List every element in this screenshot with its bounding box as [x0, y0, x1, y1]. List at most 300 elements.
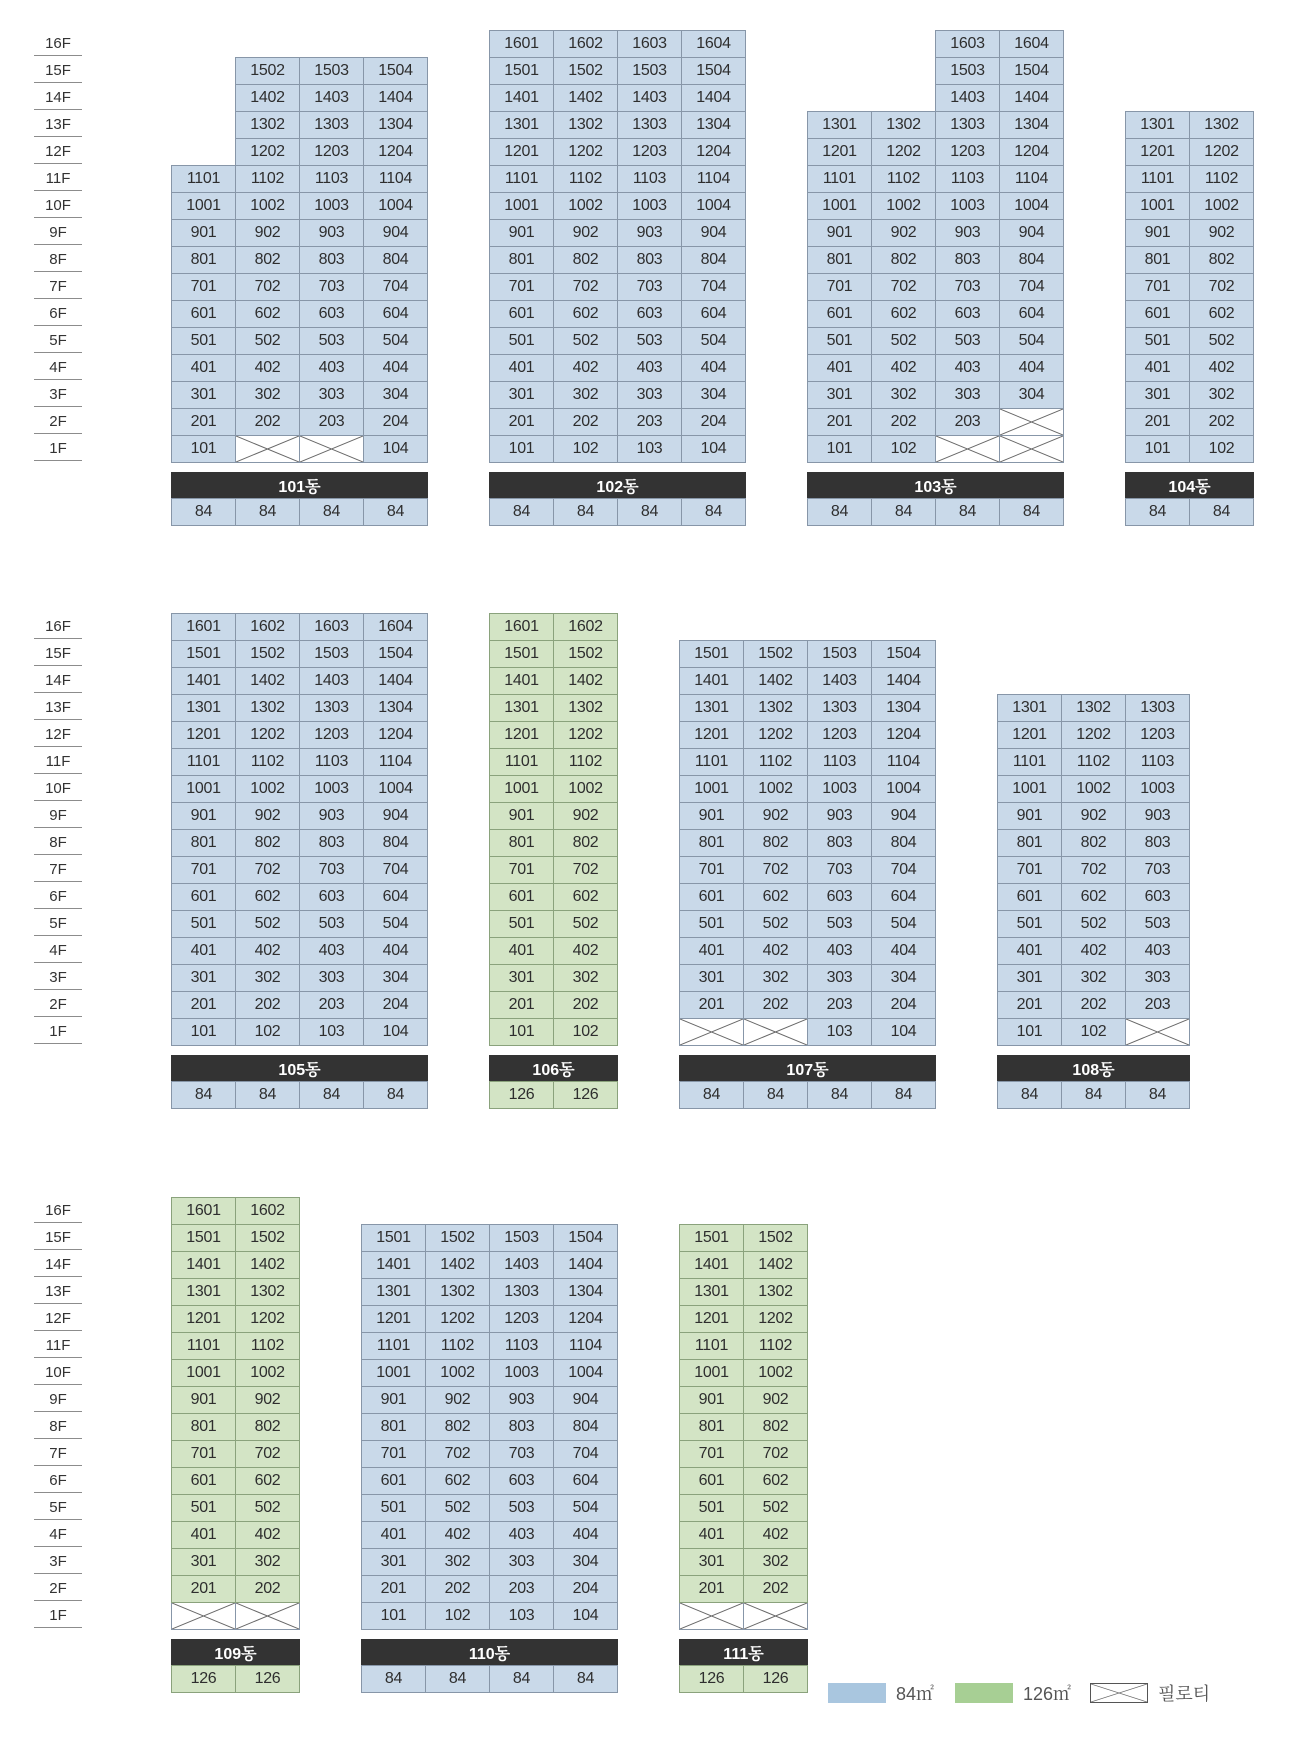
unit-cell: 1301	[489, 694, 554, 722]
unit-cell: 902	[235, 219, 300, 247]
floor-label: 6F	[34, 300, 82, 326]
unit-cell: 1202	[743, 1305, 808, 1333]
legend-swatch	[828, 1683, 886, 1703]
unit-cell: 504	[553, 1494, 618, 1522]
unit-cell: 402	[743, 937, 808, 965]
unit-cell: 403	[807, 937, 872, 965]
unit-cell: 1202	[871, 138, 936, 166]
unit-cell: 1602	[553, 30, 618, 58]
unit-cell: 501	[1125, 327, 1190, 355]
unit-cell: 1204	[363, 721, 428, 749]
unit-cell: 103	[299, 1018, 364, 1046]
area-cell: 84	[1061, 1081, 1126, 1109]
unit-cell: 803	[489, 1413, 554, 1441]
unit-cell: 1001	[679, 1359, 744, 1387]
unit-cell: 1003	[299, 192, 364, 220]
unit-cell: 502	[553, 910, 618, 938]
unit-cell: 702	[553, 273, 618, 301]
unit-cell: 1003	[807, 775, 872, 803]
piloti-cell	[679, 1602, 744, 1630]
unit-cell: 404	[553, 1521, 618, 1549]
unit-cell: 401	[679, 1521, 744, 1549]
unit-cell: 1201	[171, 1305, 236, 1333]
unit-cell: 203	[299, 408, 364, 436]
unit-cell: 604	[681, 300, 746, 328]
area-cell: 84	[807, 1081, 872, 1109]
unit-cell: 1203	[299, 138, 364, 166]
unit-cell: 1201	[1125, 138, 1190, 166]
floor-label: 4F	[34, 1521, 82, 1547]
building-label: 103동	[807, 472, 1064, 498]
floor-label: 9F	[34, 1386, 82, 1412]
legend-item	[1090, 1680, 1210, 1706]
floor-label: 3F	[34, 1548, 82, 1574]
unit-cell: 1103	[489, 1332, 554, 1360]
unit-cell: 203	[617, 408, 682, 436]
unit-cell: 803	[1125, 829, 1190, 857]
unit-cell: 901	[679, 802, 744, 830]
unit-cell: 201	[679, 991, 744, 1019]
unit-cell: 1402	[743, 1251, 808, 1279]
unit-cell: 1404	[871, 667, 936, 695]
unit-cell: 1103	[299, 165, 364, 193]
piloti-cell	[743, 1602, 808, 1630]
unit-cell: 1001	[171, 192, 236, 220]
unit-cell: 801	[997, 829, 1062, 857]
unit-cell: 1403	[617, 84, 682, 112]
unit-cell: 501	[361, 1494, 426, 1522]
unit-cell: 901	[489, 219, 554, 247]
unit-cell: 803	[935, 246, 1000, 274]
unit-cell: 802	[743, 1413, 808, 1441]
floor-label: 11F	[34, 1332, 82, 1358]
unit-cell: 602	[235, 1467, 300, 1495]
unit-cell: 902	[553, 802, 618, 830]
area-cell: 84	[235, 1081, 300, 1109]
unit-cell: 1403	[299, 84, 364, 112]
area-cell: 84	[363, 1081, 428, 1109]
unit-cell: 1403	[489, 1251, 554, 1279]
unit-cell: 1002	[235, 192, 300, 220]
unit-cell: 301	[1125, 381, 1190, 409]
unit-cell: 1204	[871, 721, 936, 749]
unit-cell: 1501	[489, 57, 554, 85]
unit-cell: 701	[679, 856, 744, 884]
unit-cell: 501	[171, 910, 236, 938]
piloti-cross-icon	[680, 1019, 743, 1045]
floor-label: 3F	[34, 381, 82, 407]
unit-cell: 802	[1189, 246, 1254, 274]
floor-label: 11F	[34, 165, 82, 191]
area-cell: 84	[681, 498, 746, 526]
unit-cell: 1002	[871, 192, 936, 220]
unit-cell: 1302	[235, 694, 300, 722]
unit-cell: 801	[807, 246, 872, 274]
unit-cell: 1303	[935, 111, 1000, 139]
unit-cell: 303	[1125, 964, 1190, 992]
unit-cell: 902	[743, 1386, 808, 1414]
area-cell: 84	[489, 498, 554, 526]
area-cell: 84	[553, 498, 618, 526]
unit-cell: 404	[999, 354, 1064, 382]
unit-cell: 501	[807, 327, 872, 355]
unit-cell: 401	[361, 1521, 426, 1549]
unit-cell: 902	[1189, 219, 1254, 247]
unit-cell: 1101	[1125, 165, 1190, 193]
unit-cell: 1204	[681, 138, 746, 166]
unit-cell: 701	[807, 273, 872, 301]
unit-cell: 1502	[553, 57, 618, 85]
unit-cell: 401	[171, 937, 236, 965]
area-cell: 84	[553, 1665, 618, 1693]
unit-cell: 703	[299, 273, 364, 301]
floor-label: 10F	[34, 1359, 82, 1385]
unit-cell: 603	[1125, 883, 1190, 911]
building-label: 105동	[171, 1055, 428, 1081]
unit-cell: 1003	[1125, 775, 1190, 803]
unit-cell: 101	[1125, 435, 1190, 463]
piloti-cell	[171, 1602, 236, 1630]
unit-cell: 301	[489, 381, 554, 409]
unit-cell: 403	[299, 354, 364, 382]
building-label: 109동	[171, 1639, 300, 1665]
unit-cell: 1603	[617, 30, 682, 58]
unit-cell: 1604	[999, 30, 1064, 58]
unit-cell: 1304	[363, 694, 428, 722]
unit-cell: 1202	[1061, 721, 1126, 749]
area-cell: 84	[299, 498, 364, 526]
unit-cell: 1104	[363, 165, 428, 193]
unit-cell: 502	[1061, 910, 1126, 938]
unit-cell: 302	[743, 964, 808, 992]
unit-cell: 204	[363, 991, 428, 1019]
unit-cell: 803	[299, 246, 364, 274]
unit-cell: 1302	[1189, 111, 1254, 139]
unit-cell: 804	[999, 246, 1064, 274]
area-cell: 84	[1125, 498, 1190, 526]
unit-cell: 801	[171, 1413, 236, 1441]
unit-cell: 202	[235, 1575, 300, 1603]
unit-cell: 1504	[363, 640, 428, 668]
area-cell: 84	[171, 1081, 236, 1109]
unit-cell: 801	[171, 246, 236, 274]
unit-cell: 1602	[235, 613, 300, 641]
unit-cell: 602	[743, 1467, 808, 1495]
piloti-cell	[999, 435, 1064, 463]
piloti-cell	[1125, 1018, 1190, 1046]
area-cell: 84	[807, 498, 872, 526]
unit-cell: 201	[171, 1575, 236, 1603]
piloti-cell	[299, 435, 364, 463]
unit-cell: 202	[235, 408, 300, 436]
unit-cell: 104	[363, 1018, 428, 1046]
unit-cell: 1003	[617, 192, 682, 220]
unit-cell: 1002	[553, 192, 618, 220]
unit-cell: 1503	[935, 57, 1000, 85]
area-cell: 84	[361, 1665, 426, 1693]
unit-cell: 403	[489, 1521, 554, 1549]
piloti-cross-icon	[1000, 436, 1063, 462]
unit-cell: 202	[553, 408, 618, 436]
unit-cell: 202	[235, 991, 300, 1019]
unit-cell: 203	[935, 408, 1000, 436]
unit-cell: 202	[1189, 408, 1254, 436]
unit-cell: 904	[553, 1386, 618, 1414]
unit-cell: 1504	[363, 57, 428, 85]
unit-cell: 504	[363, 910, 428, 938]
unit-cell: 504	[681, 327, 746, 355]
unit-cell: 701	[489, 856, 554, 884]
unit-cell: 901	[361, 1386, 426, 1414]
floor-label: 15F	[34, 640, 82, 666]
unit-cell: 1002	[1189, 192, 1254, 220]
legend-swatch	[955, 1683, 1013, 1703]
unit-cell: 1301	[361, 1278, 426, 1306]
unit-cell: 1101	[997, 748, 1062, 776]
unit-cell: 801	[679, 829, 744, 857]
unit-cell: 1201	[679, 721, 744, 749]
legend-label: 84㎡	[896, 1684, 935, 1704]
unit-cell: 1501	[489, 640, 554, 668]
floor-label: 16F	[34, 1197, 82, 1223]
unit-cell: 204	[553, 1575, 618, 1603]
unit-cell: 304	[681, 381, 746, 409]
unit-cell: 301	[679, 964, 744, 992]
unit-cell: 102	[425, 1602, 490, 1630]
piloti-cross-icon	[680, 1603, 743, 1629]
unit-cell: 204	[681, 408, 746, 436]
unit-cell: 904	[871, 802, 936, 830]
unit-cell: 902	[743, 802, 808, 830]
unit-cell: 1104	[871, 748, 936, 776]
unit-cell: 1502	[743, 640, 808, 668]
unit-cell: 804	[553, 1413, 618, 1441]
unit-cell: 1301	[489, 111, 554, 139]
unit-cell: 501	[489, 910, 554, 938]
unit-cell: 1002	[1061, 775, 1126, 803]
unit-cell: 702	[1061, 856, 1126, 884]
floor-label: 8F	[34, 1413, 82, 1439]
unit-cell: 201	[1125, 408, 1190, 436]
unit-cell: 1102	[1061, 748, 1126, 776]
unit-cell: 401	[171, 354, 236, 382]
unit-cell: 1004	[999, 192, 1064, 220]
unit-cell: 501	[489, 327, 554, 355]
unit-cell: 1601	[489, 613, 554, 641]
unit-cell: 204	[363, 408, 428, 436]
unit-cell: 1301	[1125, 111, 1190, 139]
unit-cell: 1201	[361, 1305, 426, 1333]
unit-cell: 302	[871, 381, 936, 409]
unit-cell: 1503	[617, 57, 682, 85]
unit-cell: 203	[807, 991, 872, 1019]
legend-item	[955, 1680, 1071, 1706]
unit-cell: 301	[679, 1548, 744, 1576]
unit-cell: 1002	[235, 1359, 300, 1387]
legend-label: 필로티	[1158, 1684, 1211, 1704]
unit-cell: 1403	[935, 84, 1000, 112]
piloti-cross-icon	[1000, 409, 1063, 435]
unit-cell: 501	[679, 910, 744, 938]
area-cell: 126	[235, 1665, 300, 1693]
unit-cell: 1101	[807, 165, 872, 193]
unit-cell: 102	[553, 435, 618, 463]
unit-cell: 501	[171, 327, 236, 355]
unit-cell: 102	[235, 1018, 300, 1046]
unit-cell: 104	[553, 1602, 618, 1630]
unit-cell: 401	[679, 937, 744, 965]
floor-label: 8F	[34, 829, 82, 855]
unit-cell: 304	[999, 381, 1064, 409]
unit-cell: 1303	[299, 111, 364, 139]
unit-cell: 201	[489, 408, 554, 436]
unit-cell: 901	[171, 802, 236, 830]
unit-cell: 702	[235, 1440, 300, 1468]
unit-cell: 902	[235, 802, 300, 830]
unit-cell: 1503	[299, 640, 364, 668]
unit-cell: 1301	[807, 111, 872, 139]
unit-cell: 1002	[235, 775, 300, 803]
unit-cell: 1201	[679, 1305, 744, 1333]
unit-cell: 1501	[171, 640, 236, 668]
unit-cell: 204	[871, 991, 936, 1019]
piloti-cell	[235, 1602, 300, 1630]
area-cell: 84	[871, 1081, 936, 1109]
building-label: 106동	[489, 1055, 618, 1081]
unit-cell: 1402	[425, 1251, 490, 1279]
unit-cell: 404	[363, 937, 428, 965]
unit-cell: 302	[235, 1548, 300, 1576]
unit-cell: 502	[235, 327, 300, 355]
unit-cell: 402	[553, 354, 618, 382]
unit-cell: 1304	[553, 1278, 618, 1306]
unit-cell: 1001	[171, 775, 236, 803]
unit-cell: 201	[171, 408, 236, 436]
unit-cell: 1502	[425, 1224, 490, 1252]
unit-cell: 402	[235, 1521, 300, 1549]
unit-cell: 503	[935, 327, 1000, 355]
unit-cell: 1101	[679, 748, 744, 776]
unit-cell: 1202	[743, 721, 808, 749]
floor-label: 4F	[34, 354, 82, 380]
unit-cell: 1404	[363, 667, 428, 695]
floor-label: 16F	[34, 613, 82, 639]
unit-cell: 701	[171, 856, 236, 884]
unit-cell: 903	[489, 1386, 554, 1414]
piloti-cell	[999, 408, 1064, 436]
piloti-cell	[679, 1018, 744, 1046]
unit-cell: 503	[489, 1494, 554, 1522]
unit-cell: 101	[807, 435, 872, 463]
piloti-cross-icon	[1126, 1019, 1189, 1045]
unit-cell: 1401	[489, 84, 554, 112]
unit-cell: 1102	[553, 748, 618, 776]
unit-cell: 1303	[489, 1278, 554, 1306]
area-cell: 126	[743, 1665, 808, 1693]
unit-cell: 1402	[553, 667, 618, 695]
unit-cell: 1101	[489, 748, 554, 776]
unit-cell: 1201	[997, 721, 1062, 749]
unit-cell: 201	[679, 1575, 744, 1603]
unit-cell: 303	[299, 964, 364, 992]
unit-cell: 104	[363, 435, 428, 463]
unit-cell: 903	[617, 219, 682, 247]
unit-cell: 602	[553, 883, 618, 911]
unit-cell: 703	[807, 856, 872, 884]
piloti-cross-icon	[300, 436, 363, 462]
unit-cell: 602	[235, 300, 300, 328]
unit-cell: 1001	[1125, 192, 1190, 220]
floor-label: 13F	[34, 694, 82, 720]
unit-cell: 1202	[235, 721, 300, 749]
unit-cell: 803	[299, 829, 364, 857]
unit-cell: 1401	[171, 667, 236, 695]
unit-cell: 601	[489, 300, 554, 328]
floor-label: 4F	[34, 937, 82, 963]
unit-cell: 801	[361, 1413, 426, 1441]
unit-cell: 402	[425, 1521, 490, 1549]
unit-cell: 1302	[425, 1278, 490, 1306]
unit-cell: 402	[743, 1521, 808, 1549]
unit-cell: 1402	[235, 1251, 300, 1279]
floor-label: 12F	[34, 138, 82, 164]
unit-cell: 1402	[553, 84, 618, 112]
unit-cell: 904	[999, 219, 1064, 247]
unit-cell: 1201	[807, 138, 872, 166]
floor-label: 7F	[34, 1440, 82, 1466]
unit-cell: 303	[299, 381, 364, 409]
unit-cell: 1101	[171, 748, 236, 776]
unit-cell: 101	[361, 1602, 426, 1630]
unit-cell: 802	[1061, 829, 1126, 857]
unit-cell: 203	[1125, 991, 1190, 1019]
unit-cell: 804	[871, 829, 936, 857]
unit-cell: 103	[807, 1018, 872, 1046]
unit-cell: 1304	[681, 111, 746, 139]
unit-cell: 401	[489, 937, 554, 965]
unit-cell: 701	[997, 856, 1062, 884]
floor-label: 8F	[34, 246, 82, 272]
unit-cell: 901	[807, 219, 872, 247]
unit-cell: 1004	[871, 775, 936, 803]
unit-cell: 1001	[171, 1359, 236, 1387]
unit-cell: 603	[489, 1467, 554, 1495]
unit-cell: 1104	[681, 165, 746, 193]
unit-cell: 1204	[363, 138, 428, 166]
floor-label: 5F	[34, 910, 82, 936]
unit-cell: 1202	[553, 721, 618, 749]
unit-cell: 1102	[235, 165, 300, 193]
unit-cell: 903	[299, 802, 364, 830]
unit-cell: 1204	[553, 1305, 618, 1333]
piloti-cross-icon	[172, 1603, 235, 1629]
unit-cell: 404	[871, 937, 936, 965]
unit-cell: 404	[681, 354, 746, 382]
unit-cell: 602	[553, 300, 618, 328]
unit-cell: 1401	[489, 667, 554, 695]
unit-cell: 203	[489, 1575, 554, 1603]
unit-cell: 502	[743, 1494, 808, 1522]
unit-cell: 1102	[553, 165, 618, 193]
unit-cell: 703	[489, 1440, 554, 1468]
floor-label: 7F	[34, 856, 82, 882]
unit-cell: 1502	[553, 640, 618, 668]
unit-cell: 1202	[1189, 138, 1254, 166]
area-cell: 84	[489, 1665, 554, 1693]
floor-label: 14F	[34, 1251, 82, 1277]
unit-cell: 503	[807, 910, 872, 938]
unit-cell: 301	[171, 964, 236, 992]
